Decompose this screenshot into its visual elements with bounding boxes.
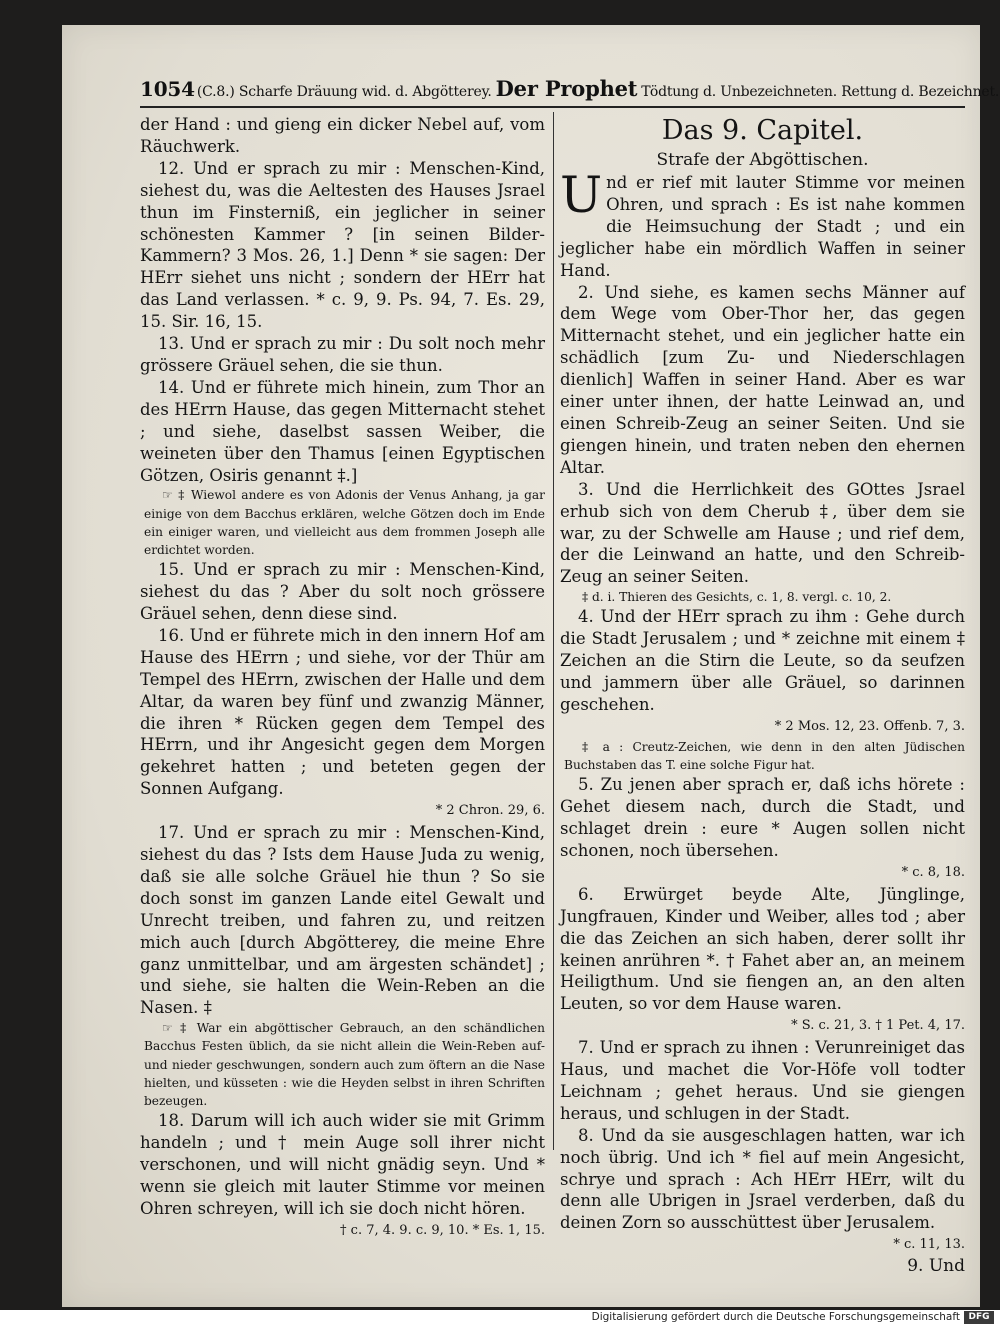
note-4	[560, 738, 965, 774]
verse-5: 5. Zu jenen aber sprach er, daß ichs hörete : Gehet diesem nach, durch die Stadt, und schlaget drein : eure * Augen sollen nicht schonen, noch übersehen.	[560, 775, 965, 860]
verse-2: 2. Und siehe, es kamen sechs Männer auf dem Wege vom Ober-Thor her, das gegen Mitternacht stehet, und ein jeglicher hatte ein schädlich [zum Zu- und Niederschlagen dienlich] Waffen in seiner Hand. Aber es war einer unter ihnen, der hatte Leinwad an, und einen Schreib-Zeug an seiner Seiten. Und sie giengen hinein, und traten neben den ehernen Altar.	[560, 282, 965, 477]
running-head-title: Der Prophet	[495, 76, 638, 101]
page-number: 1054	[140, 77, 195, 101]
running-head-left: (C.8.) Scharfe Dräuung wid. d. Abgötterey.	[196, 84, 492, 100]
verse-1	[560, 166, 965, 282]
left-column	[140, 114, 545, 1242]
verse-4: 4. Und der HErr sprach zu ihm : Gehe durch die Stadt Jerusalem ; und * zeichne mit einem ‡ Zeichen an die Stirn die Leute, so da seufzen und jammern über alle Gräuel, so darinnen geschehen.	[560, 607, 965, 715]
catchword: 9. Und	[907, 1256, 965, 1277]
dfg-logo: DFG	[964, 1311, 994, 1324]
note-14-text: ☞ ‡ Wiewol andere es von Adonis der Venus Anhang, ja gar einige von dem Bacchus erklären, welche Götzen doch im Ende ein einiger waren, und vielleicht aus dem frommen Joseph alle erdichtet worden.	[144, 488, 545, 558]
running-head-right: Tödtung d. Unbezeichneten. Rettung d. Bezeichnet.	[641, 84, 1000, 100]
reference-16: * 2 Chron. 29, 6.	[435, 803, 545, 819]
verse-15: 15. Und er sprach zu mir : Menschen-Kind, siehest du das ? Aber du solt noch grössere Gräuel sehen, denn diese sind.	[140, 560, 545, 624]
drop-cap: U	[560, 166, 603, 224]
verse-1-text: nd er rief mit lauter Stimme vor meinen Ohren, und sprach : Es ist nahe kommen die Heimsuchung der Stadt ; und ein jeglicher habe ein mördlich Waffen in seiner Hand.	[560, 173, 965, 280]
note-17-text: ☞ ‡ War ein abgöttischer Gebrauch, an den schändlichen Bacchus Festen üblich, da sie nicht allein die Wein-Reben auf- und nieder geschwungen, sondern auch zum öftern an die Nase hielten, und küsseten : wie die Heyden selbst in ihren Schriften bezeugen.	[144, 1021, 545, 1109]
funding-notice: Digitalisierung gefördert durch die Deutsche Forschungsgemeinschaft	[591, 1311, 960, 1323]
running-head	[140, 76, 1000, 106]
note-4-text: ‡ a : Creutz-Zeichen, wie denn in den alten Jüdischen Buchstaben das T. eine solche Figur hat.	[564, 739, 965, 773]
reference-4: * 2 Mos. 12, 23. Offenb. 7, 3.	[774, 718, 965, 734]
verse-14: 14. Und er führete mich hinein, zum Thor an des HErrn Hause, das gegen Mitternacht stehet ; und siehe, daselbst sassen Weiber, die weineten über den Thamus [einen Egyptischen Götzen, Osiris genannt ‡.]	[140, 377, 545, 485]
chapter-title: Das 9. Capitel.	[661, 115, 864, 146]
note-14	[140, 486, 545, 559]
verse-16: 16. Und er führete mich in den innern Hof am Hause des HErrn ; und siehe, vor der Thür am Tempel des HErrn, zwischen der Halle und dem Altar, da waren bey fünf und zwanzig Männer, die ihren * Rücken gegen dem Tempel des HErrn, und ihr Angesicht gegen dem Morgen gekehret hatten ; und beteten gegen der Sonnen Aufgang.	[140, 625, 545, 799]
verse-6: 6. Erwürget beyde Alte, Jünglinge, Jungfrauen, Kinder und Weiber, alles tod ; aber die das Zeichen an sich haben, derer sollt ihr keinen anrühren *. † Fahet aber an, an meinem Heiligthum. Und sie fiengen an, an den alten Leuten, so vor dem Hause waren.	[560, 884, 965, 1014]
chapter-subtitle: Strafe der Abgöttischen.	[656, 150, 869, 170]
column-divider	[553, 112, 554, 1150]
verse-13: 13. Und er sprach zu mir : Du solt noch mehr grössere Gräuel sehen, die sie thun.	[140, 334, 545, 375]
verse-17: 17. Und er sprach zu mir : Menschen-Kind, siehest du das ? Ists dem Hause Juda zu wenig, daß sie alle solche Gräuel hie thun ? So sie doch sonst im ganzen Lande eitel Gewalt und Unrecht treiben, und fahren zu, und reitzen mich auch [durch Abgötterey, die meine Ehre ganz unmittelbar, und am ärgesten schändet] ; und siehe, sie halten die Wein-Reben an die Nasen. ‡	[140, 823, 545, 1018]
reference-18: † c. 7, 4. 9. c. 9, 10. * Es. 1, 15.	[340, 1222, 545, 1238]
verse-7: 7. Und er sprach zu ihnen : Verunreiniget das Haus, und machet die Vor-Höfe voll todter Leichnam ; gehet heraus. Und sie giengen heraus, und schlugen in der Stadt.	[560, 1038, 965, 1123]
right-column	[560, 112, 965, 1278]
reference-8: * c. 11, 13.	[893, 1237, 965, 1253]
reference-6: * S. c. 21, 3. † 1 Pet. 4, 17.	[791, 1018, 965, 1034]
verse-12: 12. Und er sprach zu mir : Menschen-Kind, siehest du, was die Aeltesten des Hauses Jsrael thun im Finsterniß, ein jeglicher in seiner schönesten Kammer ? [in seinen Bilder-Kammern? 3 Mos. 26, 1.] Denn * sie sagen: Der HErr siehet uns nicht ; sondern der HErr hat das Land verlassen. * c. 9, 9. Ps. 94, 7. Es. 29, 15. Sir. 16, 15.	[140, 158, 545, 332]
verse-18: 18. Darum will ich auch wider sie mit Grimm handeln ; und † mein Auge soll ihrer nicht verschonen, und will nicht gnädig seyn. Und * wenn sie gleich mit lauter Stimme vor meinen Ohren schreyen, will ich sie doch nicht hören.	[140, 1111, 545, 1218]
reference-5: * c. 8, 18.	[901, 864, 965, 880]
header-rule	[140, 106, 965, 108]
verse-8: 8. Und da sie ausgeschlagen hatten, war ich noch übrig. Und ich * fiel auf mein Angesicht, schrye und sprach : Ach HErr HErr, wilt du denn alle Ubrigen in Jsrael verderben, daß du deinen Zorn so ausschüttest über Jerusalem.	[560, 1125, 965, 1233]
note-3-text: ‡ d. i. Thieren des Gesichts, c. 1, 8. vergl. c. 10, 2.	[582, 590, 892, 605]
verse-3: 3. Und die Herrlichkeit des GOttes Jsrael erhub sich von dem Cherub ‡, über dem sie war, zu der Schwelle am Hause ; und rief dem, der die Leinwand an hatte, und den Schreib-Zeug an seiner Seiten.	[560, 479, 965, 587]
verse-continuation: der Hand : und gieng ein dicker Nebel auf, vom Räuchwerk.	[140, 115, 545, 156]
note-17	[140, 1019, 545, 1110]
note-3	[560, 588, 965, 606]
